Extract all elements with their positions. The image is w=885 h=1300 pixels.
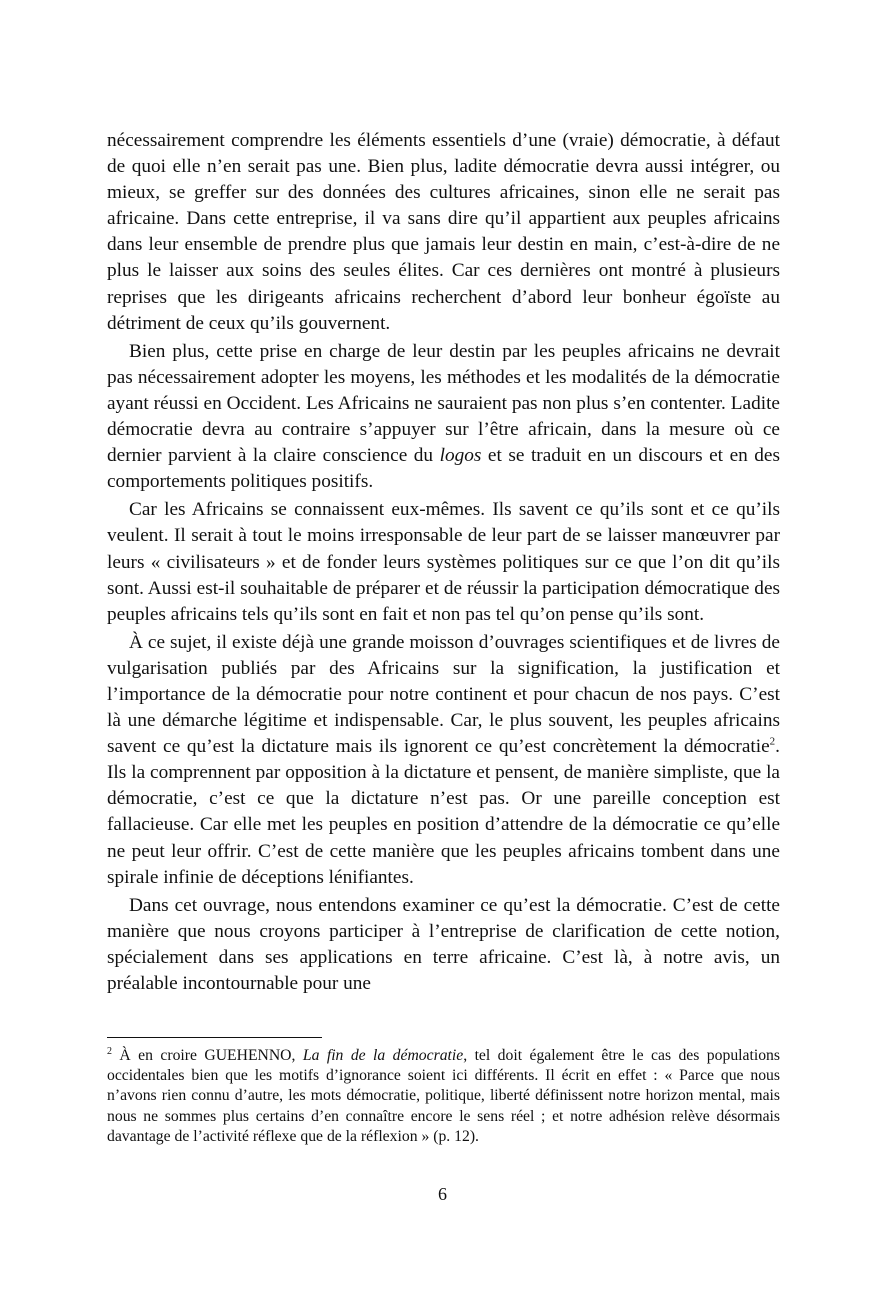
paragraph-2-text-start: Bien plus, cette prise en charge de leur destin par les peuples africains ne devrait pas nécessairement adopter les moyens, les méthodes et les modalités de la démocratie ayant réussi en Occident. Les Africains ne sauraient pas non plus s’en contenter. Ladite démocratie devra au contraire s’appuyer sur l’être africain, dans la mesure où ce dernier parvient à la claire conscience du <box>107 340 780 467</box>
footnote-separator <box>107 1037 322 1038</box>
main-text <box>107 128 780 997</box>
paragraph-2 <box>107 339 780 496</box>
footnote <box>107 1046 780 1147</box>
footnote-number: 2 <box>107 1045 112 1057</box>
footnote-text-start: À en croire GUEHENNO, <box>112 1047 303 1064</box>
paragraph-4-text-end: . Ils la comprennent par opposition à la dictature et pensent, de manière simpliste, que la démocratie, c’est ce que la dictature n’est pas. Or une pareille conception est fallacieuse. Car elle met les peuples en position d’attendre de la démocratie ce qu’elle ne peut leur offrir. C’est de cette manière que les peuples africains tombent dans une spirale infinie de déceptions lénifiantes. <box>107 736 780 888</box>
footnote-text-end: , tel doit également être le cas des populations occidentales bien que les motifs d’ignorance soient ici différents. Il écrit en effet : « Parce que nous n’avons rien connu d’autre, les mots démocratie, politique, liberté définissent notre horizon mental, mais nous ne sommes plus certains d’en connaître encore le sens réel ; et notre adhésion relève désormais davantage de l’activité réflexe que de la réflexion » (p. 12). <box>107 1047 780 1145</box>
paragraph-4 <box>107 630 780 891</box>
footnote-reference[interactable]: 2 <box>769 735 776 748</box>
page-number: 6 <box>438 1184 447 1204</box>
paragraph-1: nécessairement comprendre les éléments essentiels d’une (vraie) démocratie, à défaut de quoi elle n’en serait pas une. Bien plus, ladite démocratie devra aussi intégrer, ou mieux, se greffer sur des données des cultures africaines, sinon elle ne serait pas africaine. Dans cette entreprise, il va sans dire qu’il appartient aux peuples africains dans leur ensemble de prendre plus que jamais leur destin en main, c’est-à-dire de ne plus le laisser aux soins des seules élites. Car ces dernières ont montré à plusieurs reprises que les dirigeants africains recherchent d’abord leur bonheur égoïste au détriment de ceux qu’ils gouvernent. <box>107 130 780 334</box>
logos-term: logos <box>439 445 482 467</box>
footnote-book-title: La fin de la démocratie <box>302 1047 464 1064</box>
paragraph-3: Car les Africains se connaissent eux-mêmes. Ils savent ce qu’ils sont et ce qu’ils veulent. Il serait à tout le moins irresponsable de leur part de se laisser manœuvrer par leurs « civilisateurs » et de fonder leurs systèmes politiques sur ce que l’on dit qu’ils sont. Aussi est-il souhaitable de préparer et de réussir la participation démocratique des peuples africains tels qu’ils sont en fait et non pas tel qu’on pense qu’ils sont. <box>107 499 780 625</box>
paragraph-2-text-end: et se traduit en un discours et en des comportements politiques positifs. <box>107 445 780 493</box>
paragraph-5: Dans cet ouvrage, nous entendons examiner ce qu’est la démocratie. C’est de cette manière que nous croyons participer à l’entreprise de clarification de cette notion, spécialement dans ses applications en terre africaine. C’est là, à notre avis, un préalable incontournable pour une <box>107 894 780 994</box>
paragraph-4-text-start: À ce sujet, il existe déjà une grande moisson d’ouvrages scientifiques et de livres de vulgarisation publiés par des Africains sur la signification, la justification et l’importance de la démocratie pour notre continent et pour chacun de nos pays. C’est là une démarche légitime et indispensable. Car, le plus souvent, les peuples africains savent ce qu’est la dictature mais ils ignorent ce qu’est concrètement la démocratie <box>107 631 780 758</box>
